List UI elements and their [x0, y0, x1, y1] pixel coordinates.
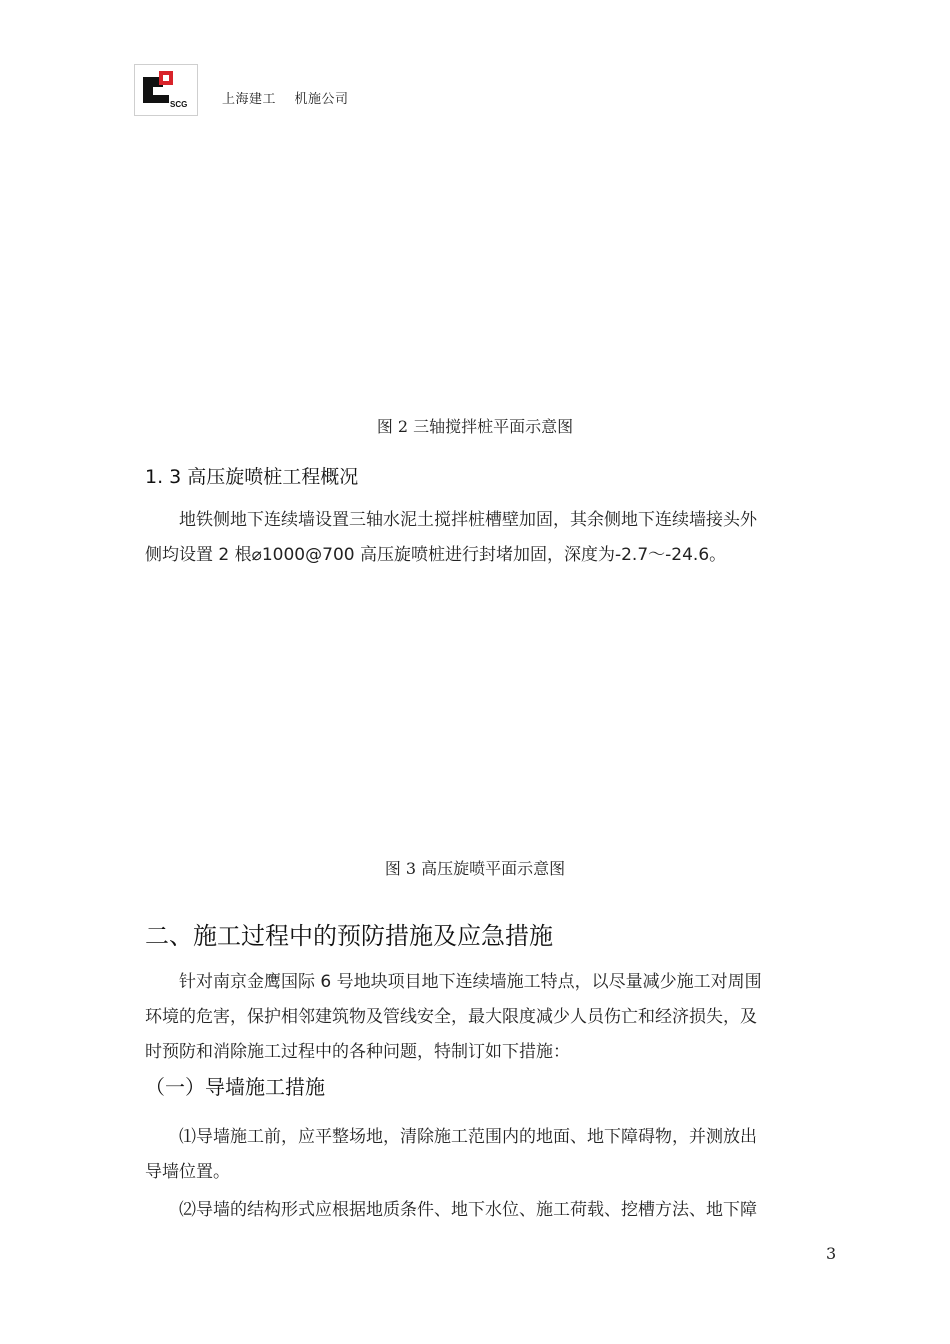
company-logo [134, 64, 198, 116]
section-2-paragraph [145, 965, 845, 1070]
paragraph-line: 针对南京金鹰国际 6 号地块项目地下连续墙施工特点，以尽量减少施工对周围 [179, 972, 762, 992]
paragraph-line: 时预防和消除施工过程中的各种问题，特制订如下措施： [145, 1042, 570, 1062]
paragraph-line: 地铁侧地下连续墙设置三轴水泥土搅拌桩槽壁加固，其余侧地下连续墙接头外 [179, 510, 757, 530]
section-2-heading: 二、施工过程中的预防措施及应急措施 [145, 922, 553, 950]
subsection-1-item-2 [145, 1193, 845, 1228]
paragraph-line: 环境的危害，保护相邻建筑物及管线安全，最大限度减少人员伤亡和经济损失，及 [145, 1007, 757, 1027]
paragraph-line: ⑵导墙的结构形式应根据地质条件、地下水位、施工荷载、挖槽方法、地下障 [179, 1200, 757, 1220]
paragraph-line: ⑴导墙施工前，应平整场地，清除施工范围内的地面、地下障碍物，并测放出 [179, 1127, 757, 1147]
page-number: 3 [826, 1244, 837, 1263]
scg-logo-icon [135, 65, 197, 115]
subsection-1-item-1 [145, 1120, 845, 1190]
company-name: 上海建工 机施公司 [222, 92, 349, 107]
section-1-3-heading: 1. 3 高压旋喷桩工程概况 [145, 466, 359, 488]
paragraph-line: 导墙位置。 [145, 1162, 230, 1182]
section-1-3-paragraph [145, 503, 845, 573]
subsection-1-heading: （一）导墙施工措施 [145, 1075, 325, 1099]
figure-2-caption: 图 2 三轴搅拌桩平面示意图 [376, 417, 574, 436]
figure-3-caption: 图 3 高压旋喷平面示意图 [384, 859, 566, 878]
logo-text: SCG [170, 100, 188, 109]
paragraph-line: 侧均设置 2 根⌀1000@700 高压旋喷桩进行封堵加固，深度为-2.7～-24.6。 [145, 545, 727, 565]
